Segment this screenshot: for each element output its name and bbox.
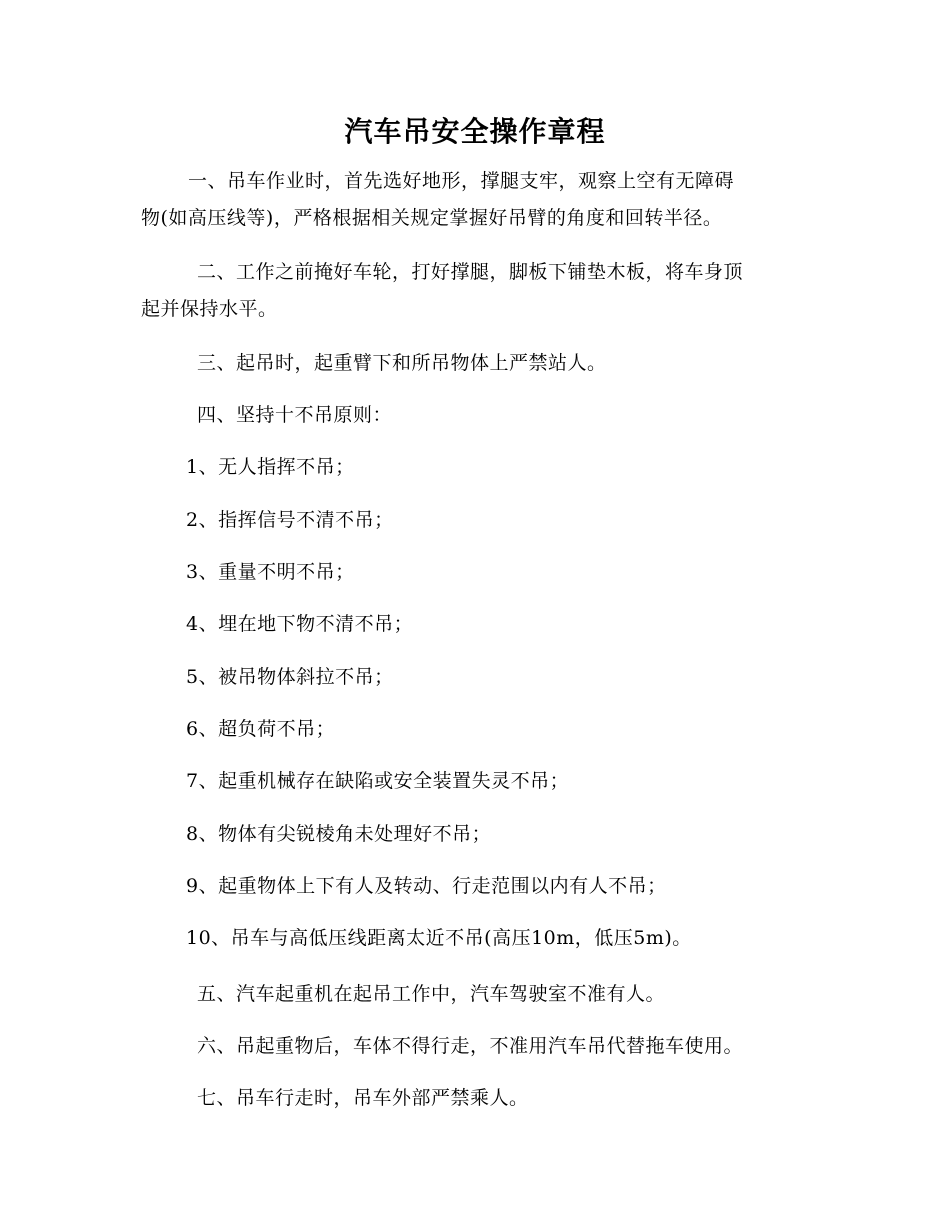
- paragraph-2-line-1: 二、工作之前掩好车轮，打好撑腿，脚板下铺垫木板，将车身顶: [197, 261, 744, 283]
- paragraph-2-line-2: 起并保持水平。: [141, 298, 278, 320]
- paragraph-3: 三、起吊时，起重臂下和所吊物体上严禁站人。: [197, 352, 607, 374]
- list-item-10: 10、吊车与高低压线距离太近不吊(高压10m，低压5m)。: [186, 927, 692, 949]
- paragraph-4: 四、坚持十不吊原则：: [197, 404, 393, 426]
- list-item-7: 7、起重机械存在缺陷或安全装置失灵不吊；: [186, 770, 570, 792]
- list-item-6: 6、超负荷不吊；: [186, 718, 336, 740]
- list-item-9: 9、起重物体上下有人及转动、行走范围以内有人不吊；: [186, 875, 667, 897]
- list-item-5: 5、被吊物体斜拉不吊；: [186, 666, 394, 688]
- paragraph-1-line-2: 物(如高压线等)，严格根据相关规定掌握好吊臂的角度和回转半径。: [141, 207, 723, 229]
- list-item-1: 1、无人指挥不吊；: [186, 456, 355, 478]
- list-item-3: 3、重量不明不吊；: [186, 561, 355, 583]
- paragraph-7: 七、吊车行走时，吊车外部严禁乘人。: [197, 1087, 529, 1109]
- paragraph-6: 六、吊起重物后，车体不得行走，不准用汽车吊代替拖车使用。: [197, 1035, 744, 1057]
- list-item-4: 4、埋在地下物不清不吊；: [186, 613, 414, 635]
- list-item-8: 8、物体有尖锐棱角未处理好不吊；: [186, 823, 492, 845]
- list-item-2: 2、指挥信号不清不吊；: [186, 509, 394, 531]
- document-title: 汽车吊安全操作章程: [344, 115, 606, 148]
- paragraph-1-line-1: 一、吊车作业时，首先选好地形，撑腿支牢，观察上空有无障碍: [188, 170, 735, 192]
- paragraph-5: 五、汽车起重机在起吊工作中，汽车驾驶室不准有人。: [197, 983, 666, 1005]
